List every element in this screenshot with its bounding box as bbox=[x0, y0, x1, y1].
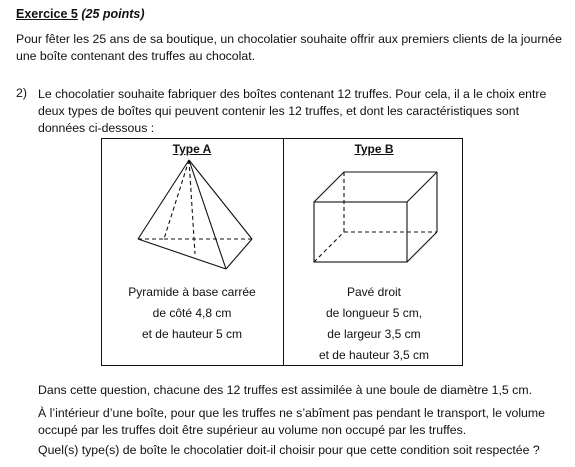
question-text: Le chocolatier souhaite fabriquer des boîtes contenant 12 truffes. Pour cela, il a le choix entre deux types de boîtes qui peuvent contenir les 12 truffes, et dont les caractéristiques sont données ci-dessous : bbox=[38, 87, 547, 135]
exercise-title bbox=[16, 7, 145, 21]
volume-condition: À l’intérieur d’une boîte, pour que les truffes ne s’abîment pas pendant le transport, le volume occupé par les truffes doit être supérieur au volume non occupé par les truffes. bbox=[38, 406, 545, 437]
truffle-assumption: Dans cette question, chacune des 12 truffes est assimilée à une boule de diamètre 1,5 cm. bbox=[38, 383, 532, 397]
type-b-line-1: Pavé droit bbox=[346, 285, 402, 299]
question-number: 2) bbox=[16, 86, 27, 100]
type-b-heading: Type B bbox=[354, 142, 394, 156]
type-b-line-2: de longueur 5 cm, bbox=[325, 306, 423, 320]
intro-paragraph: Pour fêter les 25 ans de sa boutique, un chocolatier souhaite offrir aux premiers clients de la journée une boîte contenant des truffes au chocolat. bbox=[16, 32, 562, 63]
type-b-line-4: et de hauteur 3,5 cm bbox=[318, 348, 430, 362]
type-a-line-2: de côté 4,8 cm bbox=[152, 306, 232, 320]
type-a-line-3: et de hauteur 5 cm bbox=[141, 327, 243, 341]
type-b-line-3: de largeur 3,5 cm bbox=[327, 327, 421, 341]
pyramid-figure bbox=[102, 157, 282, 277]
exercise-points: (25 points) bbox=[81, 7, 145, 21]
exercise-label: Exercice 5 bbox=[16, 7, 78, 21]
final-question: Quel(s) type(s) de boîte le chocolatier doit-il choisir pour que cette condition soit respectée ? bbox=[38, 443, 540, 457]
type-a-line-1: Pyramide à base carrée bbox=[128, 285, 256, 299]
type-a-heading: Type A bbox=[172, 142, 212, 156]
type-a-column bbox=[102, 139, 282, 365]
type-b-column bbox=[284, 139, 464, 365]
box-types-table bbox=[101, 138, 463, 366]
cuboid-figure bbox=[284, 157, 464, 277]
